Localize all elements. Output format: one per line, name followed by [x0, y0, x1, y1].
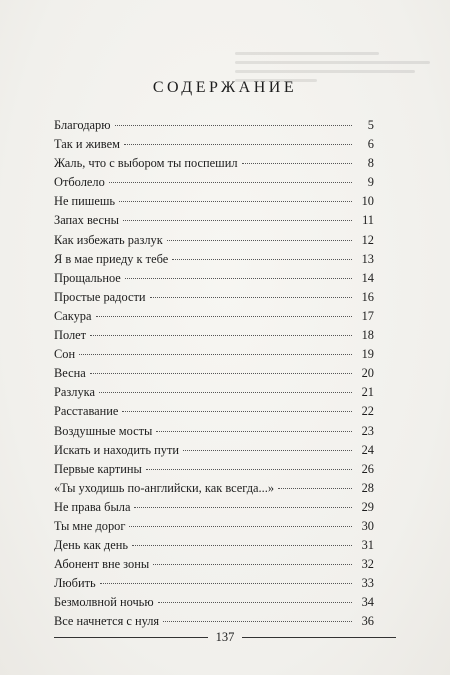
- toc-entry: [54, 250, 374, 269]
- toc-entry-title: Полет: [54, 328, 87, 343]
- page-number: 137: [215, 629, 235, 644]
- toc-entry-title: День как день: [54, 538, 129, 553]
- toc-entry-title: Первые картины: [54, 461, 142, 476]
- dot-leader: [153, 564, 352, 565]
- toc-entry-page: 21: [361, 385, 374, 400]
- dot-leader: [167, 240, 352, 241]
- toc-entry: [54, 307, 374, 326]
- toc-entry-title: Простые радости: [54, 289, 146, 304]
- toc-entry-page: 5: [367, 118, 374, 132]
- toc-entry: [54, 574, 374, 593]
- toc-entry-title: Жаль, что с выбором ты поспешил: [54, 156, 238, 171]
- dot-leader: [146, 469, 352, 470]
- toc-entry-page: 6: [367, 137, 374, 152]
- toc-entry-page: 33: [361, 576, 374, 591]
- dot-leader: [123, 220, 352, 221]
- toc-entry-page: 22: [361, 404, 374, 419]
- toc-entry: [54, 364, 374, 383]
- dot-leader: [79, 354, 352, 355]
- toc-entry-page: 16: [361, 289, 374, 304]
- toc-entry-title: Как избежать разлук: [54, 232, 163, 247]
- toc-entry-page: 31: [361, 538, 374, 553]
- toc-entry-page: 11: [362, 213, 374, 228]
- toc-entry: [54, 288, 374, 307]
- footer-rule-left: [54, 637, 208, 638]
- toc-entry-title: Воздушные мосты: [54, 423, 153, 438]
- dot-leader: [115, 125, 352, 126]
- toc-entry: [54, 498, 374, 517]
- toc-entry-title: Любить: [54, 576, 96, 591]
- dot-leader: [132, 545, 352, 546]
- dot-leader: [158, 602, 352, 603]
- footer-rule-right: [242, 637, 396, 638]
- dot-leader: [122, 411, 352, 412]
- page-title: СОДЕРЖАНИЕ: [152, 79, 298, 96]
- toc-entry-page: 32: [361, 557, 374, 572]
- toc-entry: [54, 192, 374, 211]
- toc-entry-title: Не права была: [54, 499, 131, 514]
- toc-entry: [54, 593, 374, 612]
- toc-entry-page: 19: [361, 347, 374, 362]
- toc-entry-page: 26: [361, 461, 374, 476]
- toc-entry-title: Разлука: [54, 385, 95, 400]
- toc-entry: [54, 479, 374, 498]
- toc-entry-page: 17: [361, 308, 374, 323]
- toc-entry: [54, 383, 374, 402]
- dot-leader: [129, 526, 352, 527]
- toc-entry-title: Запах весны: [54, 213, 120, 228]
- toc-entry: [54, 345, 374, 364]
- toc-entry-page: 29: [361, 499, 374, 514]
- toc-entry-title: Все начнется с нуля: [54, 614, 160, 629]
- toc-entry: [54, 441, 374, 460]
- toc-entry: [54, 116, 374, 135]
- toc-entry-page: 30: [361, 518, 374, 533]
- dot-leader: [90, 373, 352, 374]
- toc-entry: [54, 460, 374, 479]
- toc-entry: [54, 517, 374, 536]
- toc-entry-page: 23: [361, 423, 374, 438]
- toc-entry: [54, 402, 374, 421]
- toc-entry-page: 24: [361, 442, 374, 457]
- toc-entry-title: Искать и находить пути: [54, 442, 180, 457]
- dot-leader: [150, 297, 352, 298]
- toc-entry-page: 12: [361, 232, 374, 247]
- toc-entry-page: 8: [367, 156, 374, 171]
- dot-leader: [172, 259, 352, 260]
- toc-entry: [54, 422, 374, 441]
- dot-leader: [183, 450, 352, 451]
- dot-leader: [134, 507, 352, 508]
- dot-leader: [156, 431, 352, 432]
- toc-entry-page: 20: [361, 366, 374, 381]
- toc-entry: [54, 536, 374, 555]
- toc-entry-title: Не пишешь: [54, 194, 116, 209]
- toc-entry-title: Ты мне дорог: [54, 518, 126, 533]
- dot-leader: [96, 316, 353, 317]
- dot-leader: [163, 621, 352, 622]
- toc-entry-title: Абонент вне зоны: [54, 557, 150, 572]
- toc-entry-title: Я в мае приеду к тебе: [54, 251, 169, 266]
- toc-entry: [54, 173, 374, 192]
- toc-entry: [54, 231, 374, 250]
- toc-entry: [54, 326, 374, 345]
- toc-entry: [54, 135, 374, 154]
- toc-entry-title: Сон: [54, 347, 76, 362]
- toc-entry: [54, 555, 374, 574]
- toc-entry-title: Отболело: [54, 175, 105, 190]
- page-footer: [54, 629, 396, 645]
- dot-leader: [109, 182, 352, 183]
- toc-entry-title: «Ты уходишь по-английски, как всегда...»: [54, 480, 275, 495]
- toc-entry-page: 14: [361, 270, 374, 285]
- dot-leader: [242, 163, 352, 164]
- dot-leader: [125, 278, 352, 279]
- toc-entry-page: 9: [367, 175, 374, 190]
- toc-entry-page: 10: [361, 194, 374, 209]
- toc-entry-page: 34: [361, 595, 374, 610]
- toc-entry-title: Весна: [54, 366, 86, 381]
- toc-entry: [54, 269, 374, 288]
- toc-entry-title: Благодарю: [54, 118, 111, 132]
- toc-entry-title: Прощальное: [54, 270, 121, 285]
- table-of-contents: [54, 116, 374, 632]
- toc-entry-title: Так и живем: [54, 137, 120, 152]
- toc-entry-title: Безмолвной ночью: [54, 595, 154, 610]
- toc-entry-title: Расставание: [54, 404, 119, 419]
- toc-entry: [54, 154, 374, 173]
- toc-entry-title: Сакура: [54, 308, 92, 323]
- toc-entry: [54, 211, 374, 230]
- dot-leader: [278, 488, 352, 489]
- dot-leader: [119, 201, 352, 202]
- toc-entry-page: 36: [361, 614, 374, 629]
- toc-entry-page: 28: [361, 480, 374, 495]
- dot-leader: [99, 392, 352, 393]
- toc-entry-page: 18: [361, 328, 374, 343]
- dot-leader: [124, 144, 352, 145]
- toc-entry-page: 13: [361, 251, 374, 266]
- dot-leader: [100, 583, 352, 584]
- dot-leader: [90, 335, 352, 336]
